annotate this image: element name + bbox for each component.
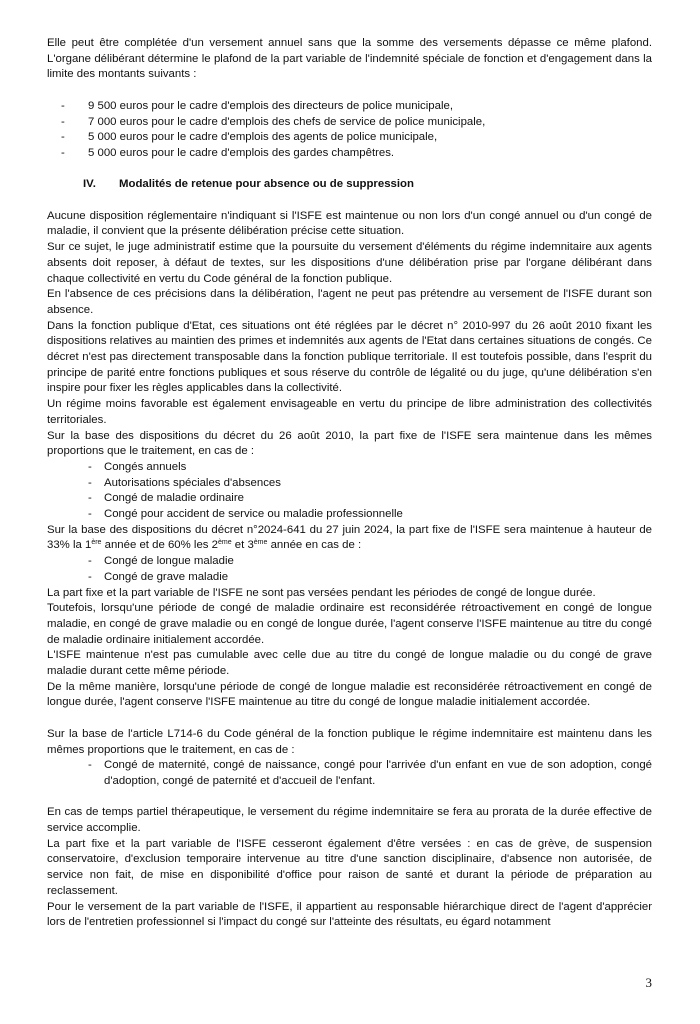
section-title: Modalités de retenue pour absence ou de suppression xyxy=(119,178,414,191)
full-maintenance-list xyxy=(47,460,652,523)
paragraph: En l'absence de ces précisions dans la délibération, l'agent ne peut pas prétendre au versement de l'ISFE durant son absence. xyxy=(47,288,652,316)
page-number: 3 xyxy=(645,975,652,990)
list-item: - Congé pour accident de service ou maladie professionnelle xyxy=(47,507,652,523)
list-item: - Autorisations spéciales d'absences xyxy=(47,476,652,492)
paragraph: De la même manière, lorsqu'une période de congé de longue maladie est reconsidérée rétroactivement en congé de longue durée, l'agent conserve l'ISFE maintenue au titre du congé de longue maladie initialement accordée. xyxy=(47,680,652,709)
list-item: - Congé de grave maladie xyxy=(47,570,652,586)
superscript: ème xyxy=(217,539,232,547)
list-item: - 7 000 euros pour le cadre d'emplois des chefs de service de police municipale, xyxy=(47,115,652,131)
list-item: - 9 500 euros pour le cadre d'emplois des directeurs de police municipale, xyxy=(47,99,652,115)
list-item: - Congé de maladie ordinaire xyxy=(47,491,652,507)
paragraph: Aucune disposition réglementaire n'indiquant si l'ISFE est maintenue ou non lors d'un congé annuel ou d'un congé de maladie, il convient que la présente délibération précise cette situation. xyxy=(47,209,652,238)
paragraph: La part fixe et la part variable de l'ISFE ne sont pas versées pendant les périodes de congé de longue durée. xyxy=(47,586,596,599)
paragraph: L'ISFE maintenue n'est pas cumulable avec celle due au titre du congé de longue maladie ou du congé de grave maladie durant cette même période. xyxy=(47,649,652,678)
paragraph: La part fixe et la part variable de l'ISFE cesseront également d'être versées : en cas de grève, de suspension conservatoire, d'exclusion temporaire intervenue au titre d'une sanction disciplinaire, d'absence non autorisée, de service non fait, de mise en disponibilité d'office pour raison de santé et durant la période de préparation au reclassement. xyxy=(47,837,652,897)
list-item: - Congé de maternité, congé de naissance, congé pour l'arrivée d'un enfant en vue de son adoption, congé d'adoption, congé de paternité et d'accueil de l'enfant. xyxy=(47,758,652,789)
section-number: IV. xyxy=(83,178,96,191)
text-run: Sur la base des dispositions du décret n°2024-641 du 27 juin 2024, la part fixe de l'ISFE sera maintenue à hauteur de 33% la 1 xyxy=(47,523,652,552)
list-item: - Congé de longue maladie xyxy=(47,554,652,570)
list-item: - Congés annuels xyxy=(47,460,652,476)
text-run: année et de 60% les 2 xyxy=(101,539,218,552)
paragraph: Sur ce sujet, le juge administratif estime que la poursuite du versement d'éléments du régime indemnitaire aux agents absents doit reposer, à défaut de textes, sur les dispositions d'une délibération prise par l'organe délibérant dans chaque collectivité en vertu du Code général de la fonction publique. xyxy=(47,241,652,285)
paragraph: Sur la base des dispositions du décret du 26 août 2010, la part fixe de l'ISFE sera maintenue dans les mêmes proportions que le traitement, en cas de : xyxy=(47,429,652,458)
superscript: ème xyxy=(253,539,268,547)
amount-list xyxy=(47,99,652,162)
paragraph xyxy=(47,523,652,554)
intro-paragraph: Elle peut être complétée d'un versement annuel sans que la somme des versements dépasse ce même plafond. L'organe délibérant détermine le plafond de la part variable de l'indemnité spéciale de fonction et d'engagement dans la limite des montants suivants : xyxy=(47,37,652,81)
paragraph: Toutefois, lorsqu'une période de congé de maladie ordinaire est reconsidérée rétroactivement en congé de longue maladie, en congé de grave maladie ou en congé de longue durée, l'agent conserve l'ISFE maintenue au titre du congé de maladie ordinaire initialement accordée. xyxy=(47,602,652,646)
text-run: année en cas de : xyxy=(267,539,362,552)
paragraph: Sur la base de l'article L714-6 du Code général de la fonction publique le régime indemnitaire est maintenu dans les mêmes proportions que le traitement, en cas de : xyxy=(47,727,652,756)
paragraph: Un régime moins favorable est également envisageable en vertu du principe de libre administration des collectivités territoriales. xyxy=(47,398,652,426)
document-page xyxy=(47,36,652,931)
long-leave-list xyxy=(47,554,652,585)
family-leave-list xyxy=(47,758,652,789)
paragraph: En cas de temps partiel thérapeutique, le versement du régime indemnitaire se fera au prorata de la durée effective de service accomplie. xyxy=(47,806,652,835)
paragraph: Dans la fonction publique d'Etat, ces situations ont été réglées par le décret n° 2010-997 du 26 août 2010 fixant les dispositions relatives au maintien des primes et indemnités aux agents de l'Etat dans certaines situations de congés. Ce décret n'est pas directement transposable dans la fonction publique territoriale. Il est toutefois possible, dans l'esprit du principe de parité entre fonctions publiques et sous réserve du contrôle de légalité ou du juge, qu'une délibération s'en inspire pour fixer les règles applicables dans la collectivité. xyxy=(47,319,652,395)
list-item: - 5 000 euros pour le cadre d'emplois des agents de police municipale, xyxy=(47,130,652,146)
superscript: ère xyxy=(91,539,102,547)
section-heading xyxy=(47,177,652,193)
text-run: et 3 xyxy=(231,539,254,552)
paragraph: Pour le versement de la part variable de l'ISFE, il appartient au responsable hiérarchique direct de l'agent d'apprécier lors de l'entretien professionnel si l'impact du congé sur l'atteinte des résultats, eu égard notamment xyxy=(47,900,652,929)
list-item: - 5 000 euros pour le cadre d'emplois des gardes champêtres. xyxy=(47,146,652,162)
